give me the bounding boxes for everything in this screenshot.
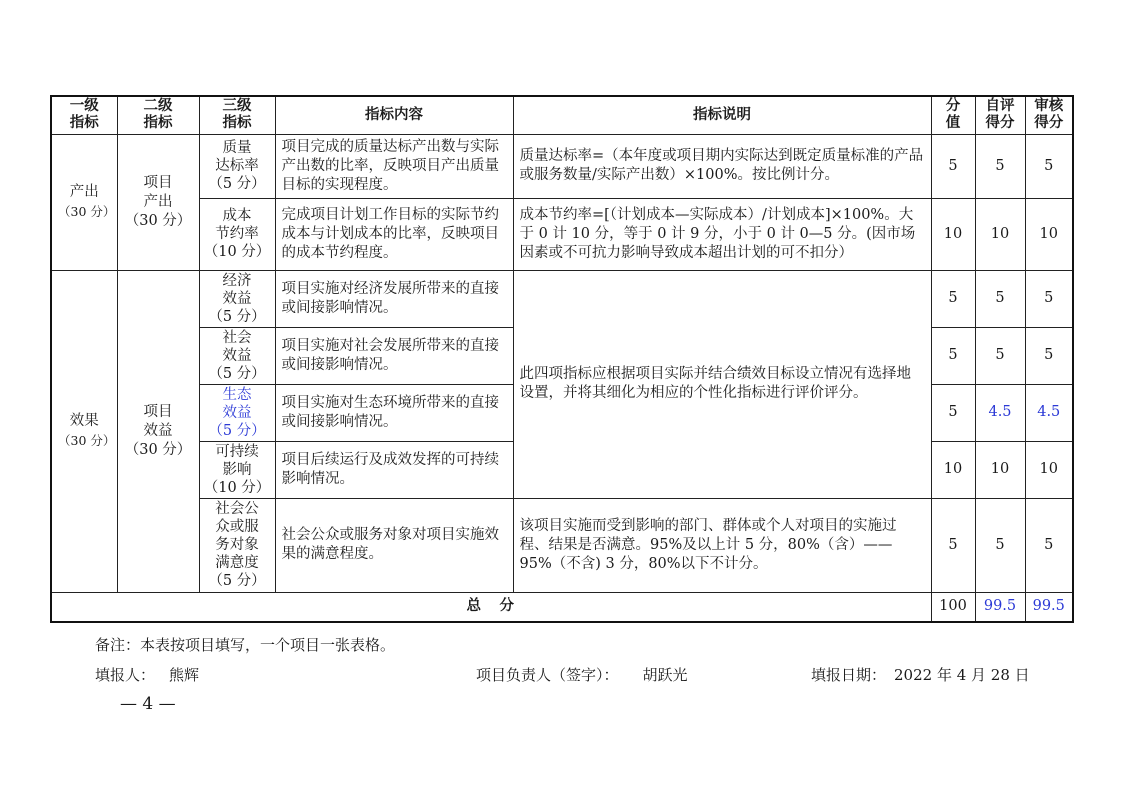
header-content: 指标内容 (275, 96, 513, 134)
total-label: 总 分 (51, 592, 931, 622)
table-row (51, 498, 1073, 592)
self-score-cell: 5 (975, 134, 1025, 198)
level2-output-name: 项目 产出 (143, 174, 173, 210)
remark-note: 备注：本表按项目填写，一个项目一张表格。 (95, 636, 396, 654)
score-cell: 5 (931, 270, 975, 327)
level3-cell: 成本 节约率 （10 分） (199, 198, 275, 270)
table-row (51, 270, 1073, 327)
date-value: 2022 年 4 月 28 日 (894, 666, 1030, 684)
header-level3: 三级 指标 (199, 96, 275, 134)
content-cell: 项目实施对社会发展所带来的直接或间接影响情况。 (275, 327, 513, 384)
level1-output-points: （30 分） (58, 204, 116, 219)
score-cell: 5 (931, 384, 975, 441)
description-cell: 质量达标率=（本年度或项目期内实际达到既定质量标准的产品或服务数量/实际产出数）×100%。按比例计分。 (513, 134, 931, 198)
score-cell: 5 (931, 498, 975, 592)
audit-score-cell: 5 (1025, 270, 1073, 327)
audit-score-cell: 5 (1025, 498, 1073, 592)
level2-effect-points: （30 分） (124, 441, 192, 458)
level1-effect-points: （30 分） (58, 433, 116, 448)
self-score-cell: 5 (975, 498, 1025, 592)
self-score-cell: 5 (975, 270, 1025, 327)
level3-cell: 社会公 众或服 务对象 满意度 （5 分） (199, 498, 275, 592)
leader-label: 项目负责人（签字）： (476, 666, 619, 684)
audit-score-cell: 10 (1025, 441, 1073, 498)
level1-effect (51, 270, 117, 592)
score-cell: 5 (931, 134, 975, 198)
self-score-cell: 10 (975, 441, 1025, 498)
header-audit-score: 审核 得分 (1025, 96, 1073, 134)
total-row (51, 592, 1073, 622)
content-cell: 项目后续运行及成效发挥的可持续影响情况。 (275, 441, 513, 498)
date-field (811, 664, 1030, 685)
score-cell: 5 (931, 327, 975, 384)
score-cell: 10 (931, 198, 975, 270)
self-score-cell: 5 (975, 327, 1025, 384)
level2-effect-name: 项目 效益 (143, 403, 173, 439)
date-label: 填报日期： (811, 666, 887, 684)
level2-output-points: （30 分） (124, 212, 192, 229)
level3-cell: 经济 效益 （5 分） (199, 270, 275, 327)
audit-score-cell: 5 (1025, 327, 1073, 384)
self-score-cell: 4.5 (975, 384, 1025, 441)
level3-cell: 质量 达标率 （5 分） (199, 134, 275, 198)
audit-score-cell: 5 (1025, 134, 1073, 198)
header-score: 分 值 (931, 96, 975, 134)
level3-cell: 社会 效益 （5 分） (199, 327, 275, 384)
level3-cell: 可持续 影响 （10 分） (199, 441, 275, 498)
header-level1: 一级 指标 (51, 96, 117, 134)
header-description: 指标说明 (513, 96, 931, 134)
reporter-label: 填报人： (95, 666, 156, 684)
content-cell: 项目实施对经济发展所带来的直接或间接影响情况。 (275, 270, 513, 327)
shared-description-cell: 此四项指标应根据项目实际并结合绩效目标设立情况有选择地设置，并将其细化为相应的个性化指标进行评价评分。 (513, 270, 931, 498)
description-cell: 该项目实施而受到影响的部门、群体或个人对项目的实施过程、结果是否满意。95%及以上计 5 分，80%（含）——95%（不含) 3 分，80%以下不计分。 (513, 498, 931, 592)
table-row (51, 134, 1073, 198)
reporter-name: 熊辉 (169, 666, 200, 684)
total-score: 100 (931, 592, 975, 622)
leader-name: 胡跃光 (642, 666, 688, 684)
header-row (51, 96, 1073, 134)
level2-effect (117, 270, 199, 592)
score-cell: 10 (931, 441, 975, 498)
description-cell: 成本节约率=[（计划成本—实际成本）/计划成本]×100%。大于 0 计 10 分，等于 0 计 9 分，小于 0 计 0—5 分。(因市场因素或不可抗力影响导致成本超出计划的可不扣分） (513, 198, 931, 270)
performance-evaluation-table (50, 95, 1074, 623)
audit-score-cell: 10 (1025, 198, 1073, 270)
content-cell: 项目实施对生态环境所带来的直接或间接影响情况。 (275, 384, 513, 441)
table-row (51, 198, 1073, 270)
total-audit-score: 99.5 (1025, 592, 1073, 622)
reporter-field (95, 664, 199, 685)
level3-cell: 生态 效益 （5 分） (199, 384, 275, 441)
level1-output-name: 产出 (69, 184, 99, 200)
content-cell: 项目完成的质量达标产出数与实际产出数的比率，反映项目产出质量目标的实现程度。 (275, 134, 513, 198)
header-self-score: 自评 得分 (975, 96, 1025, 134)
total-self-score: 99.5 (975, 592, 1025, 622)
content-cell: 完成项目计划工作目标的实际节约成本与计划成本的比率，反映项目的成本节约程度。 (275, 198, 513, 270)
level1-output (51, 134, 117, 270)
self-score-cell: 10 (975, 198, 1025, 270)
page-number: — 4 — (120, 694, 176, 714)
header-level2: 二级 指标 (117, 96, 199, 134)
level2-output (117, 134, 199, 270)
level1-effect-name: 效果 (69, 413, 99, 429)
leader-field (476, 664, 688, 685)
content-cell: 社会公众或服务对象对项目实施效果的满意程度。 (275, 498, 513, 592)
audit-score-cell: 4.5 (1025, 384, 1073, 441)
